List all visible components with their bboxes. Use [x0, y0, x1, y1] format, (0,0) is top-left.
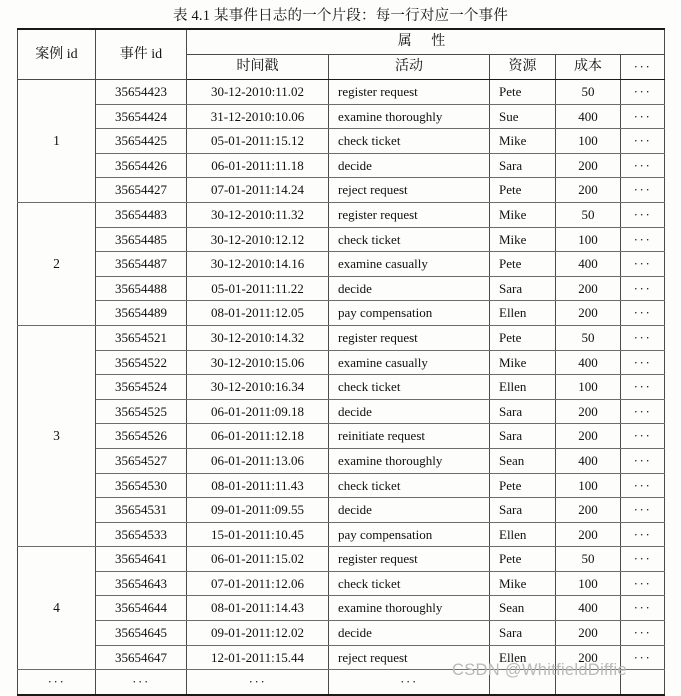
cell-resource: Sara — [490, 399, 556, 424]
event-log-table — [17, 28, 665, 696]
cell-activity: examine thoroughly — [329, 104, 490, 129]
cell-resource: Pete — [490, 547, 556, 572]
cell-timestamp: ··· — [187, 670, 329, 695]
cell-resource — [490, 670, 556, 695]
cell-resource: Mike — [490, 350, 556, 375]
table-row-ellipsis — [18, 670, 665, 695]
cell-timestamp: 12-01-2011:15.44 — [187, 645, 329, 670]
cell-cost — [556, 670, 621, 695]
column-header-timestamp: 时间戳 — [187, 55, 329, 80]
cell-event-id: 35654530 — [96, 473, 187, 498]
cell-cost: 200 — [556, 153, 621, 178]
cell-timestamp: 08-01-2011:11.43 — [187, 473, 329, 498]
cell-resource: Pete — [490, 252, 556, 277]
header-row-top — [18, 29, 665, 55]
cell-more: ··· — [621, 621, 665, 646]
cell-cost: 50 — [556, 547, 621, 572]
cell-more: ··· — [621, 350, 665, 375]
table-row — [18, 448, 665, 473]
cell-activity: register request — [329, 202, 490, 227]
column-header-case-id: 案例 id — [18, 29, 96, 80]
cell-resource: Ellen — [490, 375, 556, 400]
cell-timestamp: 09-01-2011:09.55 — [187, 498, 329, 523]
cell-activity: reject request — [329, 178, 490, 203]
cell-activity: examine thoroughly — [329, 596, 490, 621]
cell-cost: 200 — [556, 498, 621, 523]
table-row — [18, 522, 665, 547]
table-row — [18, 547, 665, 572]
cell-more: ··· — [621, 522, 665, 547]
cell-more: ··· — [621, 596, 665, 621]
table-row — [18, 596, 665, 621]
cell-cost: 200 — [556, 301, 621, 326]
cell-more: ··· — [621, 375, 665, 400]
cell-cost: 200 — [556, 399, 621, 424]
column-header-resource: 资源 — [490, 55, 556, 80]
table-row — [18, 325, 665, 350]
cell-activity: register request — [329, 325, 490, 350]
cell-activity: decide — [329, 276, 490, 301]
cell-timestamp: 30-12-2010:15.06 — [187, 350, 329, 375]
cell-event-id: 35654487 — [96, 252, 187, 277]
cell-event-id: 35654524 — [96, 375, 187, 400]
cell-resource: Ellen — [490, 645, 556, 670]
cell-timestamp: 30-12-2010:11.32 — [187, 202, 329, 227]
cell-event-id: 35654643 — [96, 571, 187, 596]
cell-case-id: 4 — [18, 547, 96, 670]
cell-resource: Sara — [490, 153, 556, 178]
cell-event-id: 35654527 — [96, 448, 187, 473]
table-row — [18, 276, 665, 301]
table-row — [18, 153, 665, 178]
cell-activity: pay compensation — [329, 522, 490, 547]
table-row — [18, 252, 665, 277]
cell-event-id: 35654425 — [96, 129, 187, 154]
cell-more: ··· — [621, 276, 665, 301]
cell-activity: check ticket — [329, 473, 490, 498]
cell-event-id: 35654526 — [96, 424, 187, 449]
table-row — [18, 375, 665, 400]
cell-resource: Mike — [490, 129, 556, 154]
cell-event-id: 35654647 — [96, 645, 187, 670]
cell-more: ··· — [621, 252, 665, 277]
cell-activity: check ticket — [329, 571, 490, 596]
cell-event-id: 35654525 — [96, 399, 187, 424]
cell-resource: Ellen — [490, 522, 556, 547]
cell-timestamp: 05-01-2011:15.12 — [187, 129, 329, 154]
cell-resource: Sara — [490, 276, 556, 301]
cell-cost: 400 — [556, 596, 621, 621]
cell-activity: examine casually — [329, 350, 490, 375]
cell-event-id: 35654645 — [96, 621, 187, 646]
cell-cost: 200 — [556, 178, 621, 203]
cell-case-id: 2 — [18, 202, 96, 325]
table-row — [18, 498, 665, 523]
cell-more: ··· — [621, 301, 665, 326]
cell-cost: 400 — [556, 350, 621, 375]
cell-timestamp: 07-01-2011:12.06 — [187, 571, 329, 596]
cell-event-id: 35654483 — [96, 202, 187, 227]
table-row — [18, 301, 665, 326]
cell-resource: Sara — [490, 498, 556, 523]
cell-resource: Mike — [490, 202, 556, 227]
cell-timestamp: 09-01-2011:12.02 — [187, 621, 329, 646]
cell-event-id: 35654427 — [96, 178, 187, 203]
cell-activity: pay compensation — [329, 301, 490, 326]
table-body — [18, 80, 665, 695]
cell-timestamp: 30-12-2010:12.12 — [187, 227, 329, 252]
cell-resource: Pete — [490, 80, 556, 105]
cell-event-id: 35654533 — [96, 522, 187, 547]
cell-event-id: 35654644 — [96, 596, 187, 621]
cell-activity: decide — [329, 621, 490, 646]
table-row — [18, 645, 665, 670]
cell-activity: reinitiate request — [329, 424, 490, 449]
cell-more: ··· — [621, 129, 665, 154]
cell-cost: 100 — [556, 473, 621, 498]
cell-more: ··· — [621, 645, 665, 670]
table-row — [18, 202, 665, 227]
cell-more: ··· — [621, 448, 665, 473]
cell-more: ··· — [621, 178, 665, 203]
cell-cost: 200 — [556, 621, 621, 646]
cell-activity: decide — [329, 498, 490, 523]
cell-cost: 400 — [556, 252, 621, 277]
cell-cost: 100 — [556, 571, 621, 596]
cell-cost: 200 — [556, 645, 621, 670]
cell-timestamp: 30-12-2010:14.32 — [187, 325, 329, 350]
table-row — [18, 104, 665, 129]
cell-resource: Sue — [490, 104, 556, 129]
cell-cost: 100 — [556, 129, 621, 154]
cell-activity: examine casually — [329, 252, 490, 277]
table-row — [18, 178, 665, 203]
table-row — [18, 424, 665, 449]
table-row — [18, 399, 665, 424]
cell-activity: reject request — [329, 645, 490, 670]
cell-more: ··· — [621, 473, 665, 498]
cell-more: ··· — [621, 399, 665, 424]
table-caption: 表 4.1 某事件日志的一个片段：每一行对应一个事件 — [172, 8, 509, 24]
table-row — [18, 350, 665, 375]
cell-event-id: 35654426 — [96, 153, 187, 178]
cell-case-id: ··· — [18, 670, 96, 695]
cell-more: ··· — [621, 202, 665, 227]
cell-more: ··· — [621, 153, 665, 178]
cell-resource: Sean — [490, 448, 556, 473]
cell-event-id: 35654489 — [96, 301, 187, 326]
column-header-more: ··· — [621, 55, 665, 80]
cell-timestamp: 07-01-2011:14.24 — [187, 178, 329, 203]
column-header-activity: 活动 — [329, 55, 490, 80]
cell-resource: Sara — [490, 424, 556, 449]
cell-cost: 100 — [556, 227, 621, 252]
table-row — [18, 571, 665, 596]
cell-more: ··· — [621, 498, 665, 523]
cell-timestamp: 30-12-2010:16.34 — [187, 375, 329, 400]
cell-more: ··· — [621, 227, 665, 252]
cell-activity: register request — [329, 80, 490, 105]
cell-activity: register request — [329, 547, 490, 572]
cell-timestamp: 06-01-2011:12.18 — [187, 424, 329, 449]
cell-timestamp: 08-01-2011:12.05 — [187, 301, 329, 326]
cell-activity: check ticket — [329, 375, 490, 400]
cell-resource: Sean — [490, 596, 556, 621]
cell-timestamp: 15-01-2011:10.45 — [187, 522, 329, 547]
cell-event-id: 35654485 — [96, 227, 187, 252]
cell-more: ··· — [621, 547, 665, 572]
table-row — [18, 80, 665, 105]
cell-event-id: 35654522 — [96, 350, 187, 375]
cell-timestamp: 31-12-2010:10.06 — [187, 104, 329, 129]
event-log-table-container — [17, 28, 664, 696]
cell-cost: 200 — [556, 276, 621, 301]
cell-more: ··· — [621, 424, 665, 449]
cell-timestamp: 06-01-2011:13.06 — [187, 448, 329, 473]
column-header-event-id: 事件 id — [96, 29, 187, 80]
table-row — [18, 227, 665, 252]
cell-resource: Pete — [490, 178, 556, 203]
cell-event-id: 35654424 — [96, 104, 187, 129]
cell-more: ··· — [621, 325, 665, 350]
cell-timestamp: 05-01-2011:11.22 — [187, 276, 329, 301]
cell-timestamp: 30-12-2010:14.16 — [187, 252, 329, 277]
cell-resource: Ellen — [490, 301, 556, 326]
cell-activity: decide — [329, 399, 490, 424]
csdn-watermark: CSDN @WhitfieldDiffie — [452, 661, 627, 679]
cell-resource: Pete — [490, 473, 556, 498]
cell-timestamp: 06-01-2011:15.02 — [187, 547, 329, 572]
table-row — [18, 621, 665, 646]
cell-more: ··· — [621, 571, 665, 596]
cell-event-id: 35654641 — [96, 547, 187, 572]
cell-event-id: ··· — [96, 670, 187, 695]
cell-event-id: 35654488 — [96, 276, 187, 301]
cell-activity: ··· — [329, 670, 490, 695]
cell-case-id: 1 — [18, 80, 96, 203]
cell-event-id: 35654531 — [96, 498, 187, 523]
cell-activity: check ticket — [329, 129, 490, 154]
cell-more: ··· — [621, 104, 665, 129]
cell-case-id: 3 — [18, 325, 96, 546]
cell-activity: decide — [329, 153, 490, 178]
cell-timestamp: 06-01-2011:11.18 — [187, 153, 329, 178]
cell-cost: 200 — [556, 522, 621, 547]
table-header — [18, 29, 665, 80]
cell-more — [621, 670, 665, 695]
cell-cost: 50 — [556, 202, 621, 227]
cell-cost: 100 — [556, 375, 621, 400]
table-row — [18, 129, 665, 154]
column-header-attributes: 属 性 — [187, 29, 665, 55]
cell-resource: Pete — [490, 325, 556, 350]
cell-resource: Mike — [490, 571, 556, 596]
cell-activity: examine thoroughly — [329, 448, 490, 473]
cell-cost: 400 — [556, 104, 621, 129]
cell-timestamp: 30-12-2010:11.02 — [187, 80, 329, 105]
cell-event-id: 35654521 — [96, 325, 187, 350]
cell-cost: 400 — [556, 448, 621, 473]
cell-timestamp: 08-01-2011:14.43 — [187, 596, 329, 621]
cell-cost: 50 — [556, 325, 621, 350]
cell-cost: 200 — [556, 424, 621, 449]
cell-more: ··· — [621, 80, 665, 105]
cell-event-id: 35654423 — [96, 80, 187, 105]
cell-cost: 50 — [556, 80, 621, 105]
cell-resource: Sara — [490, 621, 556, 646]
cell-timestamp: 06-01-2011:09.18 — [187, 399, 329, 424]
column-header-cost: 成本 — [556, 55, 621, 80]
table-row — [18, 473, 665, 498]
cell-activity: check ticket — [329, 227, 490, 252]
cell-resource: Mike — [490, 227, 556, 252]
